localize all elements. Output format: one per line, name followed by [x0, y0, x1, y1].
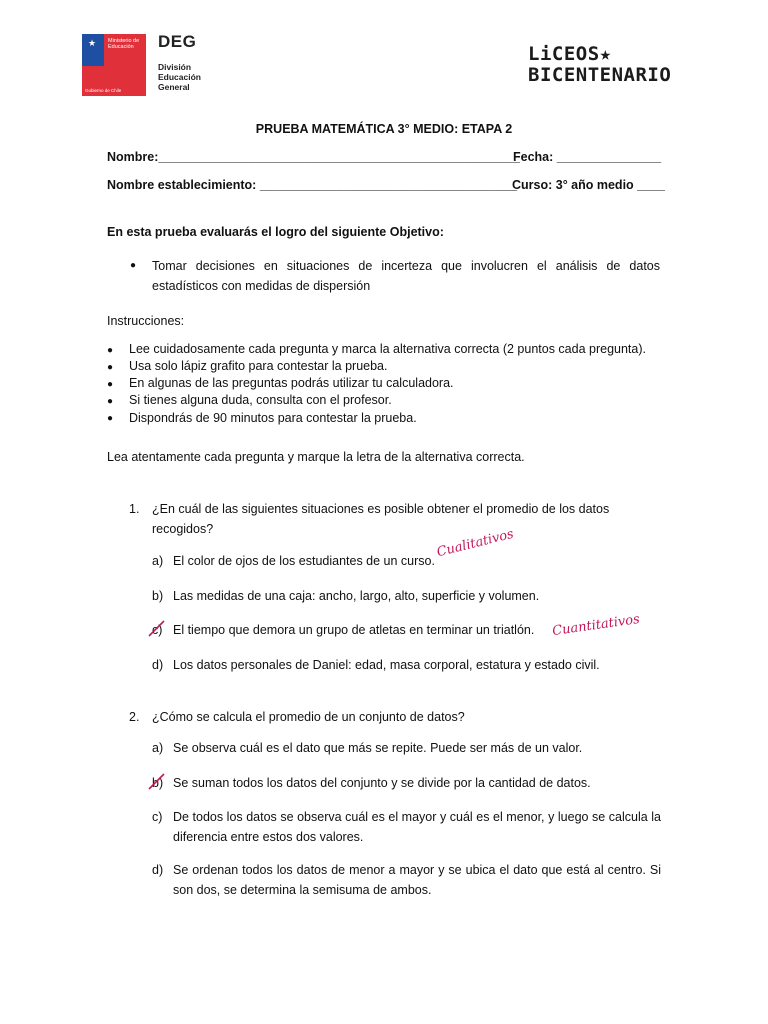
- instruccion-item: Usa solo lápiz grafito para contestar la prueba.: [129, 359, 388, 373]
- bullet-icon: ●: [107, 379, 114, 390]
- bullet-icon: ●: [107, 345, 114, 356]
- q1-option-a[interactable]: El color de ojos de los estudiantes de un curso.: [173, 554, 435, 568]
- deg-line-3: General: [158, 82, 190, 92]
- option-letter[interactable]: b): [152, 776, 164, 790]
- liceos-line-2: BICENTENARIO: [528, 64, 672, 86]
- option-letter[interactable]: a): [152, 554, 164, 568]
- liceos-line-1: LiCEOS★: [528, 43, 612, 65]
- question-1-text: ¿En cuál de las siguientes situaciones es posible obtener el promedio de los datos recogidos?: [152, 502, 610, 536]
- gobierno-label: Gobierno de Chile: [82, 66, 146, 96]
- answer-mark-icon: [146, 771, 168, 793]
- deg-line-1: División: [158, 62, 192, 72]
- q2-option-b[interactable]: Se suman todos los datos del conjunto y se divide por la cantidad de datos.: [173, 776, 591, 790]
- ministerio-line-2: Educación: [108, 44, 134, 50]
- star-icon: ★: [88, 38, 97, 48]
- question-2-text: ¿Cómo se calcula el promedio de un conjunto de datos?: [152, 710, 465, 724]
- deg-logo-title: DEG: [158, 32, 197, 51]
- q1-option-c[interactable]: El tiempo que demora un grupo de atletas en terminar un triatlón.: [173, 623, 535, 637]
- q1-option-d[interactable]: Los datos personales de Daniel: edad, masa corporal, estatura y estado civil.: [173, 658, 600, 672]
- option-letter[interactable]: c): [152, 810, 163, 824]
- nombre-field[interactable]: Nombre:____________________________________________________: [107, 150, 520, 164]
- chile-flag-block: [82, 34, 104, 66]
- option-letter[interactable]: a): [152, 741, 164, 755]
- instruccion-item: Dispondrás de 90 minutos para contestar la prueba.: [129, 411, 417, 425]
- lea-instruction: Lea atentamente cada pregunta y marque la letra de la alternativa correcta.: [107, 450, 525, 464]
- ministerio-line-1: Ministerio de: [108, 38, 140, 44]
- handwritten-note: Cuantitativos: [551, 611, 641, 640]
- handwritten-note: Cualitativos: [435, 526, 516, 561]
- establecimiento-field[interactable]: Nombre establecimiento: _____________________________________: [107, 178, 518, 192]
- page-title: PRUEBA MATEMÁTICA 3° MEDIO: ETAPA 2: [255, 122, 513, 136]
- deg-line-2: Educación: [158, 72, 201, 82]
- liceos-bicentenario-logo: [528, 44, 671, 86]
- objetivo-heading: En esta prueba evaluarás el logro del siguiente Objetivo:: [107, 225, 444, 239]
- bullet-icon: ●: [107, 362, 114, 373]
- instruccion-item: Lee cuidadosamente cada pregunta y marca la alternativa correcta (2 puntos cada pregunta).: [129, 342, 646, 356]
- instrucciones-heading: Instrucciones:: [107, 314, 185, 328]
- answer-mark-icon: [146, 618, 168, 640]
- q2-option-c[interactable]: De todos los datos se observa cuál es el mayor y cuál es el menor, y luego se calcula la diferencia entre estos dos valores.: [173, 810, 661, 844]
- option-letter[interactable]: c): [152, 623, 163, 637]
- bullet-icon: ●: [107, 396, 114, 407]
- bullet-icon: ●: [130, 260, 137, 271]
- objetivo-text: Tomar decisiones en situaciones de incerteza que involucren el análisis de datos estadísticos con medidas de dispersión: [152, 259, 660, 293]
- ministerio-logo: [82, 34, 146, 96]
- q2-option-a[interactable]: Se observa cuál es el dato que más se repite. Puede ser más de un valor.: [173, 741, 583, 755]
- option-letter[interactable]: b): [152, 589, 164, 603]
- instruccion-item: Si tienes alguna duda, consulta con el profesor.: [129, 393, 392, 407]
- option-letter[interactable]: d): [152, 658, 164, 672]
- q1-option-b[interactable]: Las medidas de una caja: ancho, largo, alto, superficie y volumen.: [173, 589, 540, 603]
- option-letter[interactable]: d): [152, 863, 164, 877]
- fecha-field[interactable]: Fecha: _______________: [513, 150, 662, 164]
- question-number: 1.: [129, 502, 140, 516]
- q2-option-d[interactable]: Se ordenan todos los datos de menor a mayor y se ubica el dato que está al centro. Si son dos, se determina la semisuma de ambos.: [173, 863, 661, 897]
- curso-field[interactable]: Curso: 3° año medio ____: [512, 178, 665, 192]
- bullet-icon: ●: [107, 413, 114, 424]
- question-number: 2.: [129, 710, 140, 724]
- instruccion-item: En algunas de las preguntas podrás utilizar tu calculadora.: [129, 376, 454, 390]
